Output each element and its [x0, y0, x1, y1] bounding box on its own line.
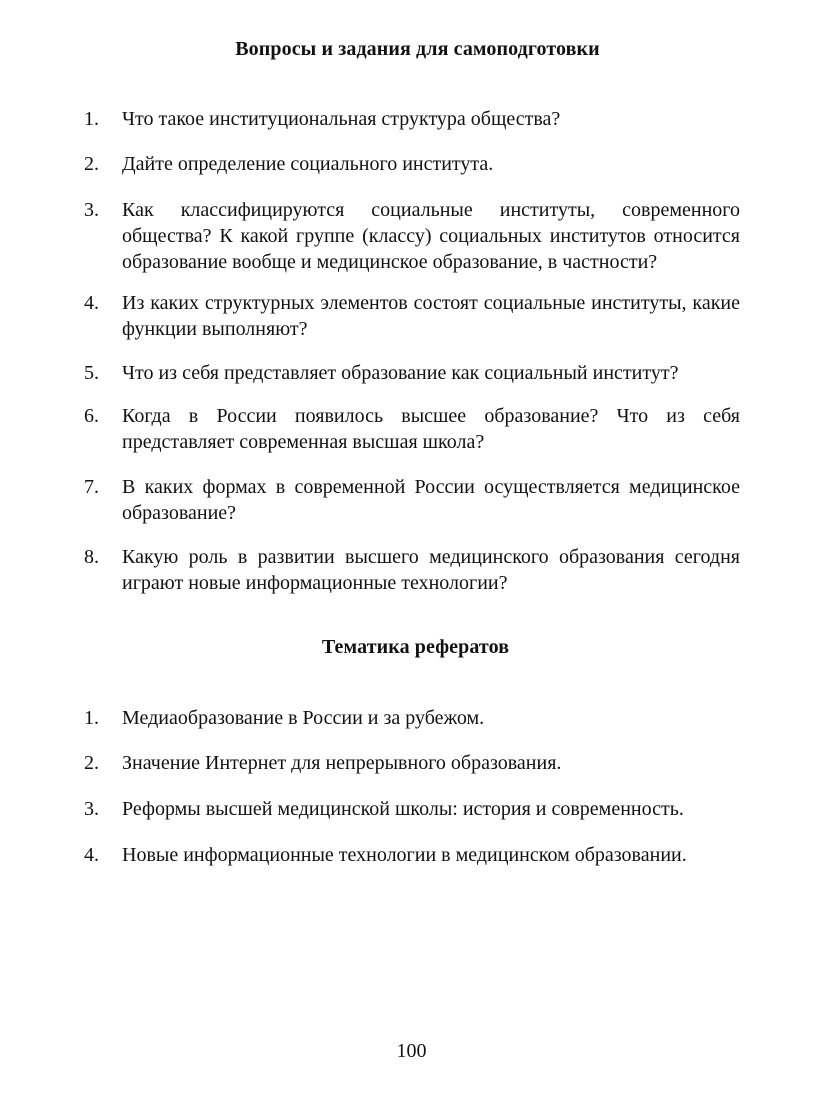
question-number: 5.: [84, 362, 99, 384]
question-text: Что из себя представляет образование как социальный институт?: [122, 362, 679, 384]
topic-text: Значение Интернет для непрерывного образования.: [122, 752, 562, 774]
topic-number: 2.: [84, 752, 99, 774]
topics-heading: Тематика рефератов: [321, 636, 510, 658]
question-text: Что такое институциональная структура общества?: [122, 108, 561, 130]
question-text: Какую роль в развитии высшего медицинского образования сегодня играют новые информационные технологии?: [122, 546, 740, 594]
questions-heading: Вопросы и задания для самоподготовки: [235, 38, 600, 60]
question-number: 2.: [84, 153, 99, 175]
topic-number: 4.: [84, 844, 99, 866]
question-text: Из каких структурных элементов состоят социальные институты, какие функции выполняют?: [122, 292, 740, 340]
topic-number: 1.: [84, 707, 99, 729]
question-number: 8.: [84, 546, 99, 568]
topic-text: Медиаобразование в России и за рубежом.: [122, 707, 485, 729]
topic-text: Реформы высшей медицинской школы: история и современность.: [122, 798, 684, 820]
question-text: Дайте определение социального института.: [122, 153, 494, 175]
topic-text: Новые информационные технологии в медицинском образовании.: [122, 844, 687, 866]
page-number: 100: [396, 1040, 427, 1062]
question-number: 1.: [84, 108, 99, 130]
topic-number: 3.: [84, 798, 99, 820]
question-number: 3.: [84, 199, 99, 221]
question-text: Когда в России появилось высшее образование? Что из себя представляет современная высшая школа?: [122, 405, 740, 453]
question-number: 6.: [84, 405, 99, 427]
question-number: 7.: [84, 476, 99, 498]
question-text: Как классифицируются социальные институты, современного общества? К какой группе (классу) социальных институтов относится образование вообще и медицинское образование, в частности?: [122, 199, 740, 273]
question-text: В каких формах в современной России осуществляется медицинское образование?: [122, 476, 740, 524]
question-number: 4.: [84, 292, 99, 314]
